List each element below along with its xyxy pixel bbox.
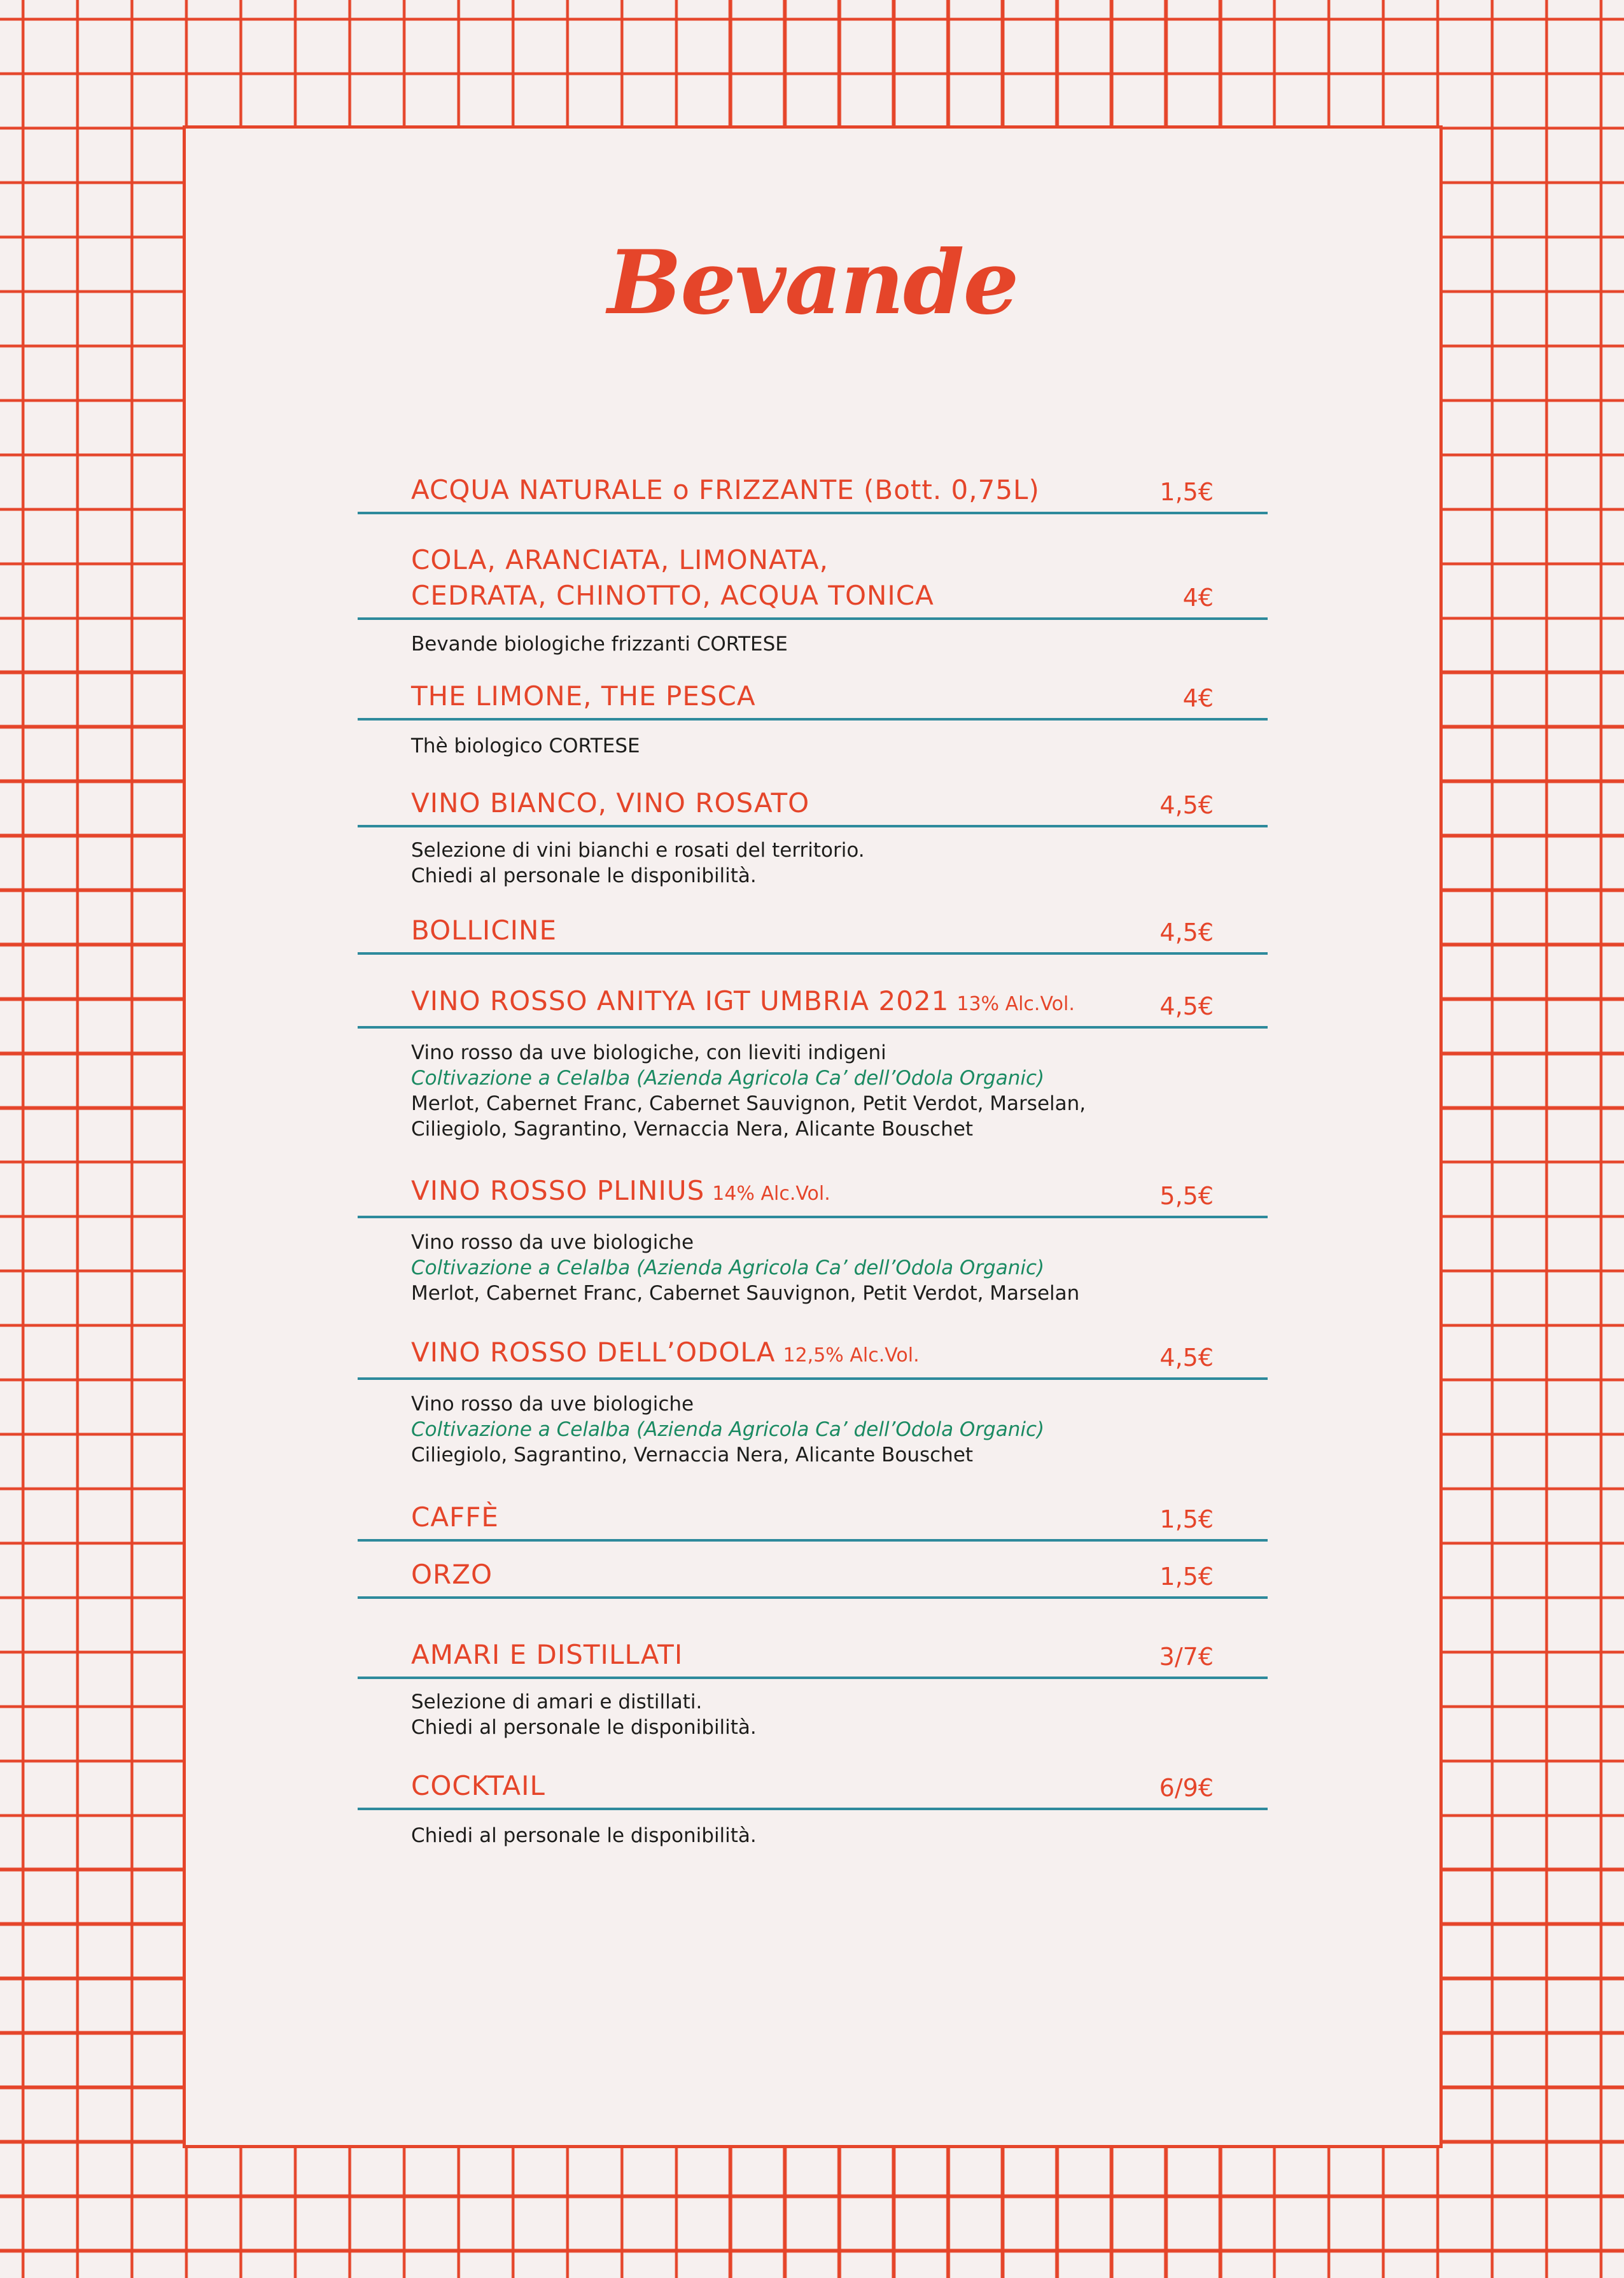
item-description-line: Ciliegiolo, Sagrantino, Vernaccia Nera, Alicante Bouschet	[411, 1444, 974, 1466]
item-price: 4€	[1182, 584, 1214, 612]
menu-item	[358, 536, 1268, 617]
item-name: BOLLICINE	[411, 915, 557, 946]
menu-item	[358, 784, 1268, 825]
menu-item-row	[358, 984, 1268, 1029]
item-description	[411, 1040, 1086, 1142]
item-name	[411, 983, 1075, 1022]
menu-item	[358, 677, 1268, 718]
item-origin-line: Coltivazione a Celalba (Azienda Agricola Ca’ dell’Odola Organic)	[411, 1256, 1045, 1279]
item-name: ORZO	[411, 1559, 493, 1590]
item-description	[411, 1391, 1044, 1468]
item-price: 4,5€	[1159, 992, 1214, 1020]
menu-item	[358, 1556, 1268, 1596]
item-name-text: VINO ROSSO PLINIUS	[411, 1175, 705, 1206]
menu-item-row	[358, 911, 1268, 955]
item-name: AMARI E DISTILLATI	[411, 1639, 683, 1670]
item-description-line: Chiedi al personale le disponibilità.	[411, 1716, 757, 1739]
item-name: CAFFÈ	[411, 1501, 499, 1533]
item-price: 1,5€	[1159, 1505, 1214, 1533]
page-title: Bevande	[607, 230, 1018, 334]
item-description	[411, 1689, 757, 1740]
item-price: 1,5€	[1159, 478, 1214, 506]
item-description-line: Chiedi al personale le disponibilità.	[411, 864, 757, 887]
item-name	[411, 1173, 830, 1212]
item-name: VINO BIANCO, VINO ROSATO	[411, 787, 810, 819]
menu-item	[358, 1174, 1268, 1216]
menu-item-row	[358, 1174, 1268, 1218]
item-description: Thè biologico CORTESE	[411, 735, 640, 757]
item-description: Bevande biologiche frizzanti CORTESE	[411, 633, 788, 656]
menu-item	[358, 911, 1268, 952]
item-price: 5,5€	[1159, 1182, 1214, 1210]
menu-item-row	[358, 472, 1268, 514]
item-description-line: Merlot, Cabernet Franc, Cabernet Sauvignon, Petit Verdot, Marselan,	[411, 1092, 1086, 1115]
item-name: ACQUA NATURALE o FRIZZANTE (Bott. 0,75L)	[411, 474, 1040, 505]
item-description-line: Selezione di amari e distillati.	[411, 1691, 703, 1713]
menu-item-row	[358, 784, 1268, 827]
item-name: COCKTAIL	[411, 1770, 545, 1801]
menu-item-row	[358, 1556, 1268, 1599]
menu-item	[358, 984, 1268, 1026]
item-description-line: Vino rosso da uve biologiche	[411, 1393, 694, 1416]
menu-item-row	[358, 1335, 1268, 1380]
item-abv: 14% Alc.Vol.	[712, 1183, 830, 1205]
item-description	[411, 1230, 1079, 1306]
item-description-line: Ciliegiolo, Sagrantino, Vernaccia Nera, Alicante Bouschet	[411, 1118, 974, 1141]
item-description	[411, 838, 865, 889]
menu-item	[358, 1497, 1268, 1539]
item-price: 3/7€	[1159, 1643, 1214, 1671]
item-price: 4,5€	[1159, 791, 1214, 819]
menu-item-row	[358, 1497, 1268, 1542]
item-description-line: Merlot, Cabernet Franc, Cabernet Sauvignon, Petit Verdot, Marselan	[411, 1282, 1080, 1305]
item-description-line: Selezione di vini bianchi e rosati del territorio.	[411, 839, 865, 862]
item-name	[411, 542, 934, 614]
item-description-line: Vino rosso da uve biologiche, con lieviti indigeni	[411, 1041, 886, 1064]
item-price: 4,5€	[1159, 1344, 1214, 1372]
menu-item-row	[358, 536, 1268, 620]
menu-panel	[186, 129, 1439, 2145]
item-name: THE LIMONE, THE PESCA	[411, 680, 756, 712]
item-price: 1,5€	[1159, 1563, 1214, 1591]
item-abv: 13% Alc.Vol.	[956, 993, 1075, 1015]
item-name-text: VINO ROSSO ANITYA IGT UMBRIA 2021	[411, 985, 949, 1016]
item-name-line: CEDRATA, CHINOTTO, ACQUA TONICA	[411, 580, 934, 611]
item-origin-line: Coltivazione a Celalba (Azienda Agricola Ca’ dell’Odola Organic)	[411, 1067, 1045, 1090]
item-name-text: VINO ROSSO DELL’ODOLA	[411, 1337, 776, 1368]
item-description-line: Vino rosso da uve biologiche	[411, 1231, 694, 1254]
item-abv: 12,5% Alc.Vol.	[783, 1344, 920, 1367]
menu-item-row	[358, 1766, 1268, 1810]
item-origin-line: Coltivazione a Celalba (Azienda Agricola Ca’ dell’Odola Organic)	[411, 1418, 1045, 1441]
item-name-line: COLA, ARANCIATA, LIMONATA,	[411, 544, 829, 575]
menu-item	[358, 1635, 1268, 1677]
menu-item	[358, 1335, 1268, 1377]
item-name	[411, 1335, 920, 1374]
menu-item-row	[358, 1635, 1268, 1679]
menu-item-row	[358, 677, 1268, 721]
menu-item	[358, 1766, 1268, 1808]
item-description: Chiedi al personale le disponibilità.	[411, 1824, 757, 1847]
item-price: 6/9€	[1159, 1774, 1214, 1802]
menu-item	[358, 472, 1268, 512]
item-price: 4,5€	[1159, 918, 1214, 946]
item-price: 4€	[1182, 684, 1214, 712]
